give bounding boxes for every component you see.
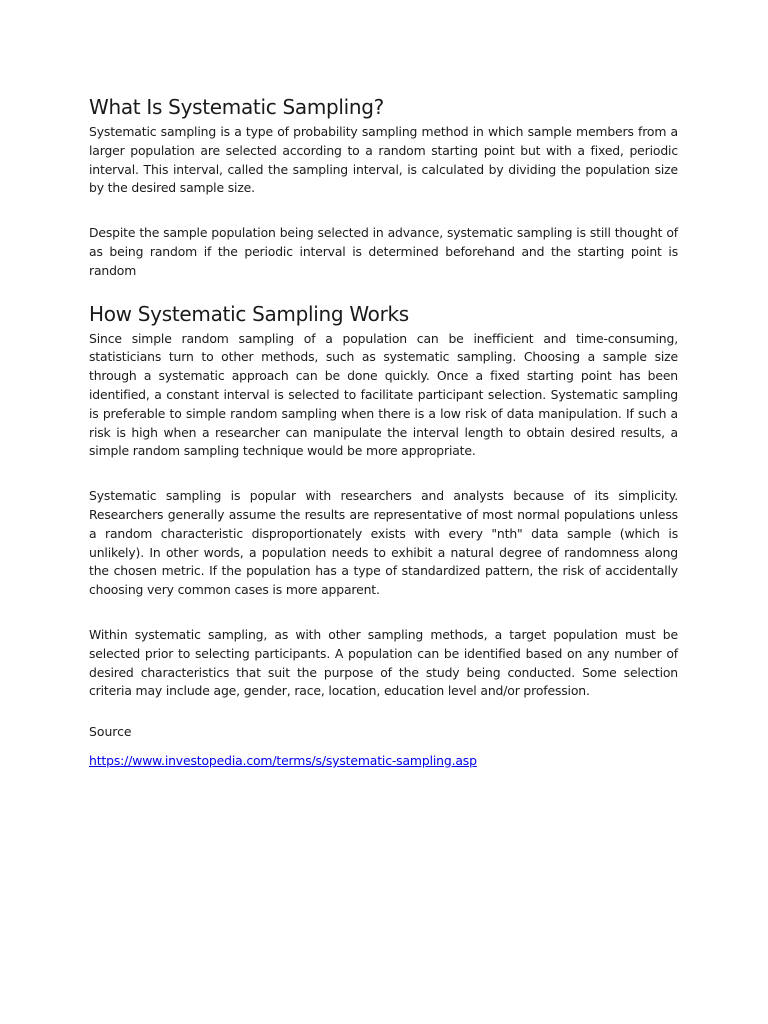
- source-link[interactable]: https://www.investopedia.com/terms/s/systematic-sampling.asp: [89, 752, 477, 768]
- paragraph-definition: Systematic sampling is a type of probability sampling method in which sample members from a larger population are selected according to a random starting point but with a fixed, periodic interval. This interval, called the sampling interval, is calculated by dividing the population size by the desired sample size.: [89, 124, 678, 196]
- paragraph-popularity: Systematic sampling is popular with researchers and analysts because of its simplicity. Researchers generally assume the results are representative of most normal populations unless a random characteristic disproportionately exists with every "nth" data sample (which is unlikely). In other words, a population needs to exhibit a natural degree of randomness along the chosen metric. If the population has a type of standardized pattern, the risk of accidentally choosing very common cases is more apparent.: [89, 488, 678, 598]
- source-label: Source: [89, 724, 132, 740]
- heading-what-is-systematic-sampling: What Is Systematic Sampling?: [89, 95, 384, 119]
- document-page: [89, 94, 678, 771]
- paragraph-why-systematic: Since simple random sampling of a population can be inefficient and time-consuming, statisticians turn to other methods, such as systematic sampling. Choosing a sample size through a systematic approach can be done quickly. Once a fixed starting point has been identified, a constant interval is selected to facilitate participant selection. Systematic sampling is preferable to simple random sampling when there is a low risk of data manipulation. If such a risk is high when a researcher can manipulate the interval length to obtain desired results, a simple random sampling technique would be more appropriate.: [89, 330, 678, 459]
- paragraph-target-population: Within systematic sampling, as with other sampling methods, a target population must be selected prior to selecting participants. A population can be identified based on any number of desired characteristics that suit the purpose of the study being conducted. Some selection criteria may include age, gender, race, location, education level and/or profession.: [89, 626, 678, 699]
- paragraph-randomness: Despite the sample population being selected in advance, systematic sampling is still thought of as being random if the periodic interval is determined beforehand and the starting point is random: [89, 225, 678, 278]
- heading-how-systematic-sampling-works: How Systematic Sampling Works: [89, 301, 409, 326]
- section-how-it-works: [89, 301, 678, 702]
